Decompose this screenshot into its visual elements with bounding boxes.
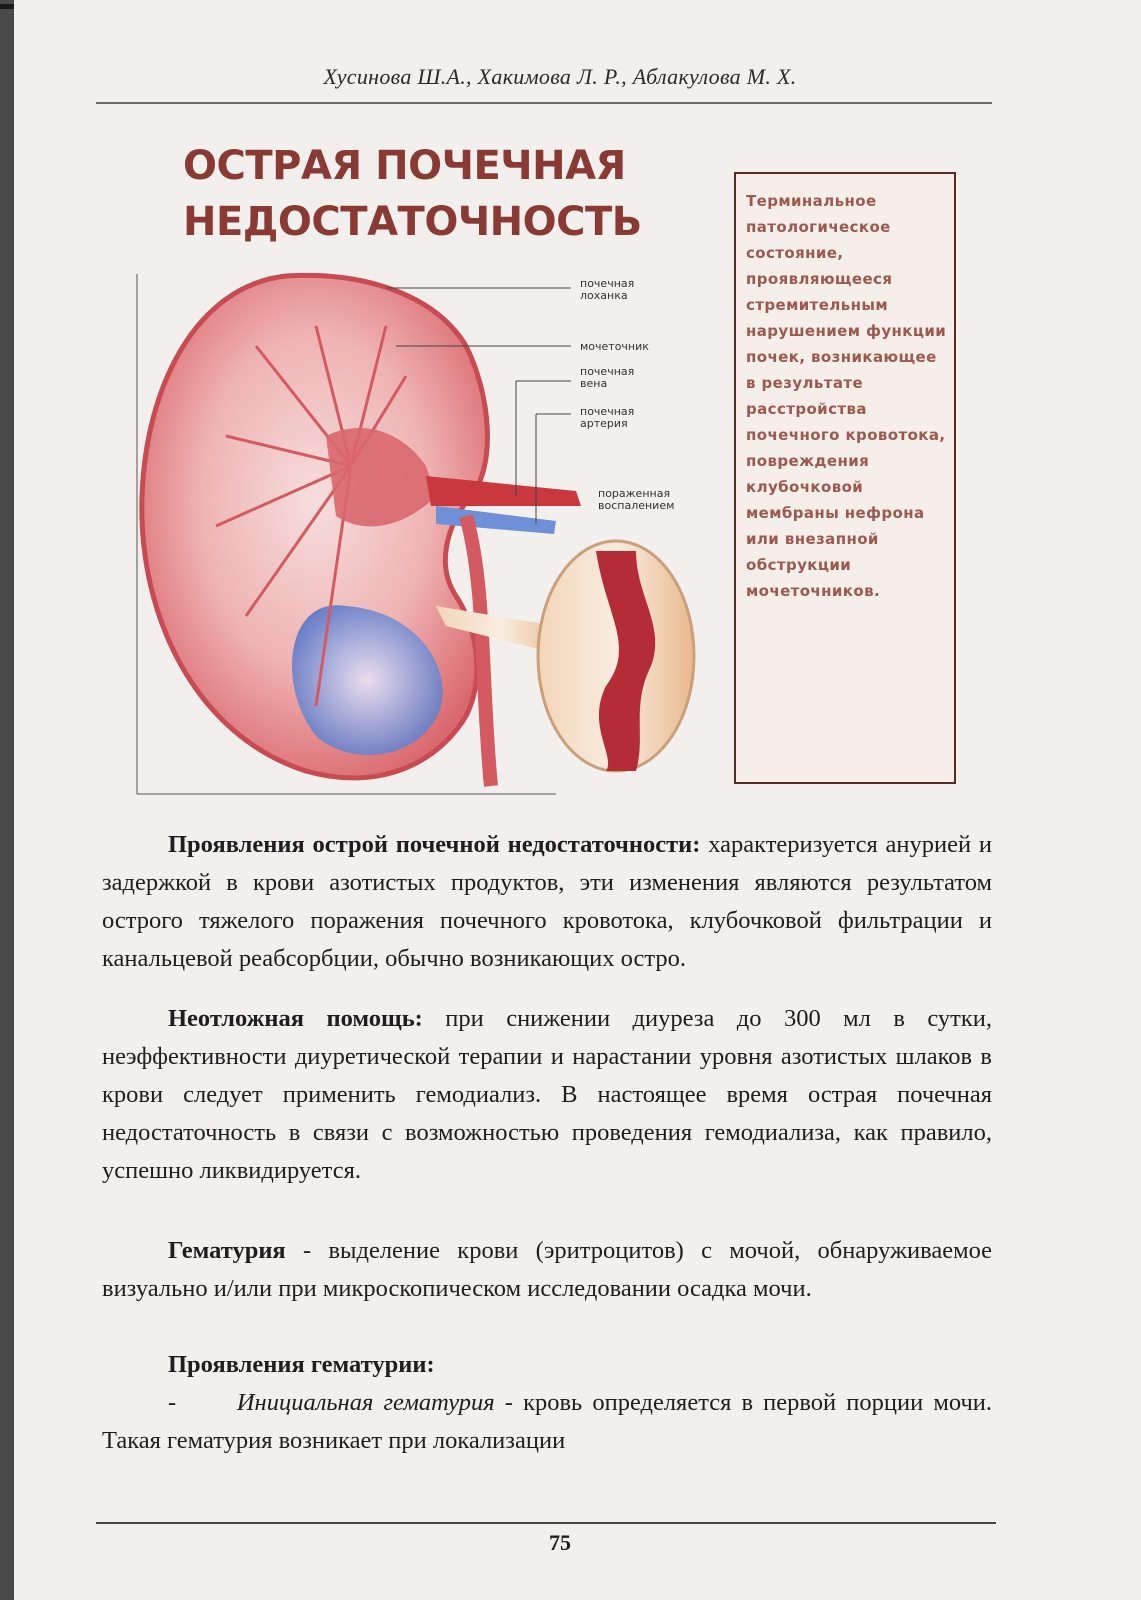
label-renal-artery: почечная артерия	[580, 405, 635, 430]
kidney-illustration	[136, 266, 726, 806]
header-rule	[96, 102, 992, 104]
section-text-emergency: при снижении диуреза до 300 мл в сутки, неэффективности диуретической терапии и нарастании уровня азотистых шлаков в крови следует применить гемодиализ. В настоящее время острая почечная недостаточность в связи с возможностью проведения гемодиализа, как правило, успешно ликвидируется.	[102, 1005, 992, 1184]
body-heading-4	[102, 1346, 992, 1384]
page-title	[183, 138, 723, 250]
running-header-authors: Хусинова Ш.А., Хакимова Л. Р., Аблакулова М. Х.	[323, 64, 797, 89]
footer-rule	[96, 1522, 996, 1524]
body-paragraph-2	[102, 1000, 992, 1190]
definition-box	[734, 172, 956, 784]
title-line-2: НЕДОСТАТОЧНОСТЬ	[183, 199, 642, 245]
section-text-manifestations: характеризуется анурией и задержкой в крови азотистых продуктов, эти изменения являются результатом острого тяжелого поражения почечного кровотока, клубочковой фильтрации и канальцевой реабсорбции, обычно возникающих остро.	[102, 831, 992, 972]
section-text-initial-hematuria: - кровь определяется в первой порции мочи. Такая гематурия возникает при локализации	[102, 1389, 992, 1454]
list-dash: -	[168, 1389, 177, 1416]
label-ureter: мочеточник	[580, 340, 649, 353]
body-paragraph-5	[102, 1384, 992, 1460]
renal-vein	[436, 506, 556, 534]
definition-text: Терминальное патологическое состояние, проявляющееся стремительным нарушением функции почек, возникающее в результате расстройства почечного кровотока, повреждения клубочковой мембраны нефрона или внезапной обструкции мочеточников.	[746, 192, 947, 600]
body-paragraph-3	[102, 1232, 992, 1308]
section-lead-manifestations: Проявления острой почечной недостаточности:	[168, 831, 701, 858]
body-paragraph-1	[102, 826, 992, 978]
title-line-1: ОСТРАЯ ПОЧЕЧНАЯ	[183, 143, 626, 189]
label-renal-vein: почечная вена	[580, 365, 635, 390]
section-text-hematuria: - выделение крови (эритроцитов) с мочой, обнаруживаемое визуально и/или при микроскопическом исследовании осадка мочи.	[102, 1237, 992, 1302]
label-inflamed: пораженная воспалением	[598, 487, 675, 512]
label-renal-pelvis: почечная лоханка	[580, 277, 635, 302]
renal-artery	[426, 476, 581, 506]
section-lead-emergency: Неотложная помощь:	[168, 1005, 423, 1032]
term-initial-hematuria: Инициальная гематурия	[236, 1389, 495, 1416]
section-heading-hematuria-manifestations: Проявления гематурии:	[168, 1351, 435, 1378]
section-lead-hematuria: Гематурия	[168, 1237, 286, 1264]
page-number: 75	[549, 1530, 571, 1555]
